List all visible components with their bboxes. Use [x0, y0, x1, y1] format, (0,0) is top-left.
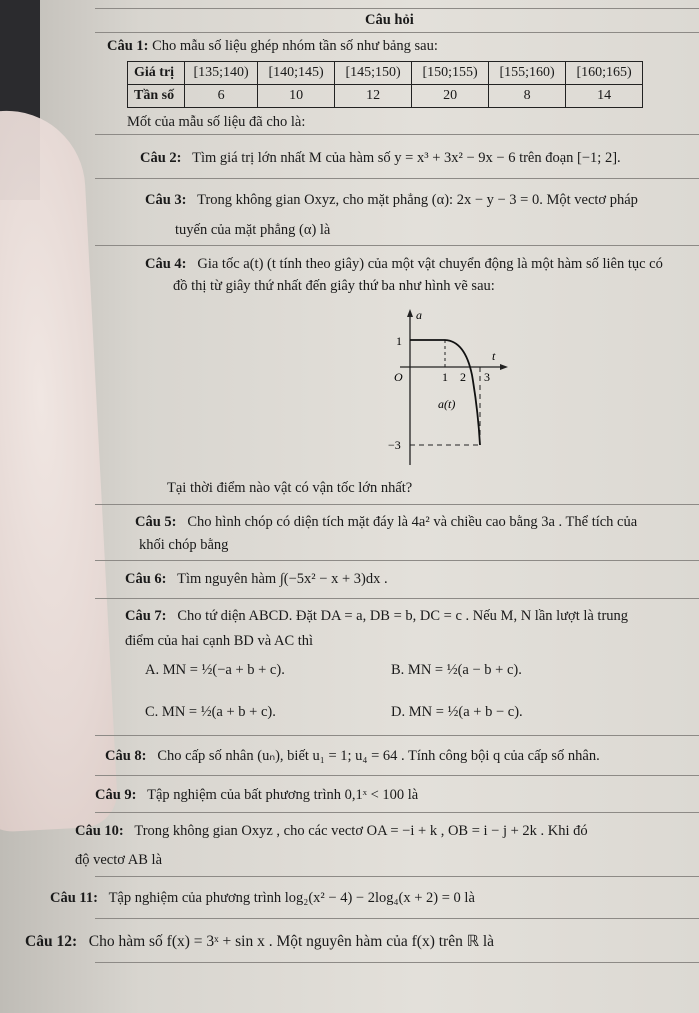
- table-cell: [155;160): [489, 62, 566, 85]
- question-label: Câu 7:: [125, 608, 167, 624]
- question-12: [25, 932, 494, 951]
- row-head: Tần số: [128, 85, 185, 108]
- question-4-question: Tại thời điểm nào vật có vận tốc lớn nhất?: [167, 480, 413, 496]
- question-text: Trong không gian Oxyz, cho mặt phẳng (α): 2x − y − 3 = 0. Một vectơ pháp: [197, 192, 638, 208]
- choice-b: B. MN = ½(a − b + c).: [391, 662, 522, 678]
- rule: [95, 504, 699, 505]
- rule: [95, 735, 699, 736]
- frequency-table: [127, 61, 643, 108]
- question-7: [125, 608, 628, 625]
- rule: [95, 134, 699, 135]
- table-cell: 8: [489, 85, 566, 108]
- acceleration-graph: [360, 305, 510, 470]
- table-cell: [160;165): [566, 62, 643, 85]
- question-label: Câu 5:: [135, 514, 177, 530]
- tick-2: 2: [460, 370, 466, 384]
- tick-1: 1: [442, 370, 448, 384]
- question-4-line2: đồ thị từ giây thứ nhất đến giây thứ ba như hình vẽ sau:: [173, 278, 495, 294]
- question-5: [135, 514, 637, 531]
- curve: [410, 340, 480, 445]
- question-text: Cho cấp số nhân (uₙ), biết u₁ = 1; u₄ = 64 . Tính công bội q của cấp số nhân.: [157, 748, 600, 764]
- table-cell: [140;145): [258, 62, 335, 85]
- question-label: Câu 1:: [107, 38, 149, 54]
- question-text: Trong không gian Oxyz , cho các vectơ OA = −i + k , OB = i − j + 2k . Khi đó: [134, 823, 588, 839]
- question-1-footer: Mốt của mẫu số liệu đã cho là:: [127, 114, 306, 130]
- a-label: a: [416, 308, 422, 322]
- question-text: Tập nghiệm của bất phương trình 0,1ˣ < 100 là: [147, 787, 419, 803]
- table-row: [128, 62, 643, 85]
- table-row: [128, 85, 643, 108]
- question-label: Câu 6:: [125, 571, 167, 587]
- t-label: t: [492, 349, 496, 363]
- rule: [95, 775, 699, 776]
- rule: [95, 876, 699, 877]
- rule: [95, 598, 699, 599]
- question-8: [105, 748, 600, 765]
- question-sheet: [25, 0, 699, 1013]
- question-text: Cho hàm số f(x) = 3ˣ + sin x . Một nguyên hàm của f(x) trên ℝ là: [88, 933, 495, 950]
- y-tick-1: 1: [396, 334, 402, 348]
- question-3-line2: tuyến của mặt phẳng (α) là: [175, 222, 331, 238]
- question-text: Cho hình chóp có diện tích mặt đáy là 4a² và chiều cao bằng 3a . Thể tích của: [187, 514, 638, 530]
- question-text: Gia tốc a(t) (t tính theo giây) của một vật chuyển động là một hàm số liên tục có: [197, 256, 663, 272]
- rule: [95, 8, 699, 9]
- table-cell: 20: [412, 85, 489, 108]
- table-cell: [135;140): [185, 62, 258, 85]
- rule: [95, 32, 699, 33]
- question-label: Câu 4:: [145, 256, 187, 272]
- x-axis-arrow: [500, 364, 508, 370]
- rule: [95, 560, 699, 561]
- rule: [95, 918, 699, 919]
- question-label: Câu 8:: [105, 748, 147, 764]
- question-11: [50, 890, 475, 907]
- rule: [95, 178, 699, 179]
- question-7-line2: điểm của hai cạnh BD và AC thì: [125, 633, 314, 649]
- table-cell: 14: [566, 85, 643, 108]
- table-cell: 12: [335, 85, 412, 108]
- origin-label: O: [394, 370, 403, 384]
- row-head: Giá trị: [128, 62, 185, 85]
- question-text: Cho mẫu số liệu ghép nhóm tần số như bảng sau:: [152, 38, 438, 54]
- question-6: [125, 571, 388, 588]
- question-text: Tìm nguyên hàm ∫(−5x² − x + 3)dx .: [177, 571, 388, 587]
- question-text: Tìm giá trị lớn nhất M của hàm số y = x³ + 3x² − 9x − 6 trên đoạn [−1; 2].: [192, 150, 621, 166]
- choice-c: C. MN = ½(a + b + c).: [145, 704, 276, 720]
- question-label: Câu 2:: [140, 150, 182, 166]
- choice-a: A. MN = ½(−a + b + c).: [145, 662, 285, 678]
- question-3: [145, 192, 638, 209]
- question-label: Câu 11:: [50, 890, 98, 906]
- choice-d: D. MN = ½(a + b − c).: [391, 704, 523, 720]
- question-2: [140, 150, 621, 167]
- table-cell: 10: [258, 85, 335, 108]
- rule: [95, 962, 699, 963]
- question-label: Câu 10:: [75, 823, 124, 839]
- curve-label: a(t): [438, 397, 456, 411]
- tick-3: 3: [484, 370, 490, 384]
- question-text: Cho tứ diện ABCD. Đặt DA = a, DB = b, DC = c . Nếu M, N lần lượt là trung: [177, 608, 629, 624]
- question-5-line2: khối chóp bằng: [139, 537, 229, 553]
- question-label: Câu 9:: [95, 787, 137, 803]
- rule: [95, 245, 699, 246]
- table-cell: [145;150): [335, 62, 412, 85]
- rule: [95, 812, 699, 813]
- question-10: [75, 823, 588, 840]
- question-label: Câu 3:: [145, 192, 187, 208]
- question-10-line2: độ vectơ AB là: [75, 852, 162, 868]
- question-1: [107, 38, 438, 55]
- table-cell: 6: [185, 85, 258, 108]
- table-cell: [150;155): [412, 62, 489, 85]
- y-tick-neg: −3: [388, 438, 401, 452]
- question-label: Câu 12:: [25, 933, 78, 950]
- page-title: Câu hỏi: [365, 12, 414, 28]
- y-axis-arrow: [407, 309, 413, 317]
- question-9: [95, 787, 418, 804]
- question-text: Tập nghiệm của phương trình log₂(x² − 4) − 2log₄(x + 2) = 0 là: [108, 890, 475, 906]
- question-4: [145, 256, 663, 273]
